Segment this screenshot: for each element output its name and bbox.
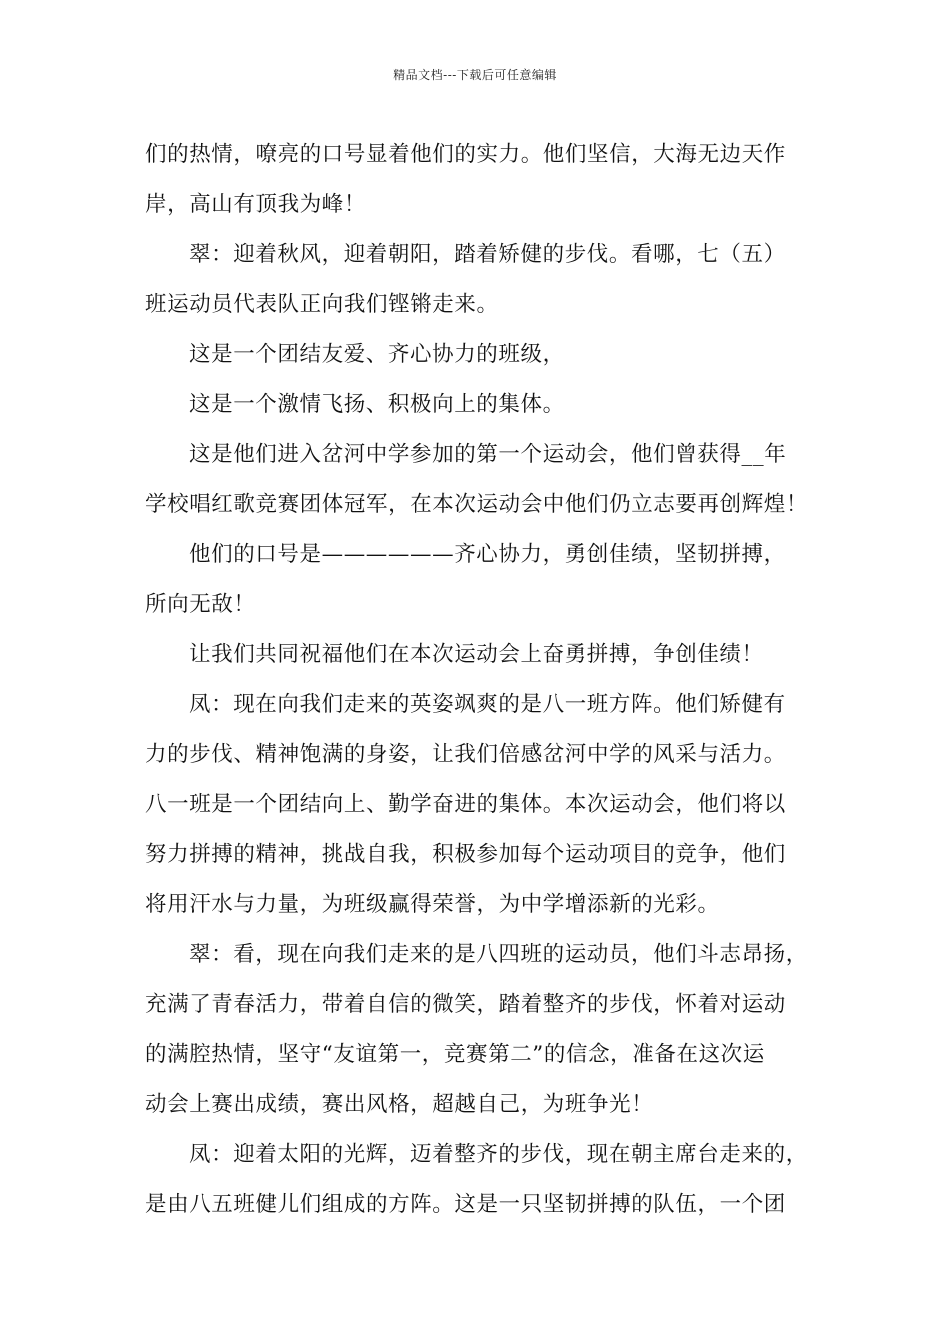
text-line: 这是一个激情飞扬、积极向上的集体。 xyxy=(189,392,565,417)
text-line: 凤：迎着太阳的光辉，迈着整齐的步伐，现在朝主席台走来的， xyxy=(189,1142,808,1167)
text-line: 八一班是一个团结向上、勤学奋进的集体。本次运动会，他们将以 xyxy=(145,792,786,817)
text-line: 凤：现在向我们走来的英姿飒爽的是八一班方阵。他们矫健有 xyxy=(189,692,786,717)
text-line: 将用汗水与力量，为班级赢得荣誉，为中学增添新的光彩。 xyxy=(145,892,720,917)
text-line: 是由八五班健儿们组成的方阵。这是一只坚韧拼搏的队伍，一个团 xyxy=(145,1192,786,1217)
text-line: 他们的口号是——————齐心协力，勇创佳绩，坚韧拼搏， xyxy=(189,542,786,567)
text-line: 翠：迎着秋风，迎着朝阳，踏着矫健的步伐。看哪，七（五） xyxy=(189,242,786,267)
text-line: 们的热情，嘹亮的口号显着他们的实力。他们坚信，大海无边天作 xyxy=(145,142,786,167)
text-line: 学校唱红歌竞赛团体冠军，在本次运动会中他们仍立志要再创辉煌！ xyxy=(145,492,809,517)
text-line: 的满腔热情，坚守“友谊第一，竞赛第二”的信念，准备在这次运 xyxy=(145,1042,765,1067)
text-line: 翠：看，现在向我们走来的是八四班的运动员，他们斗志昂扬， xyxy=(189,942,808,967)
text-line: 充满了青春活力，带着自信的微笑，踏着整齐的步伐，怀着对运动 xyxy=(145,992,786,1017)
document-body xyxy=(145,130,825,1230)
text-line: 动会上赛出成绩，赛出风格，超越自己，为班争光！ xyxy=(145,1092,654,1117)
page-header: 精品文档---下载后可任意编辑 xyxy=(393,68,557,82)
text-line: 努力拼搏的精神，挑战自我，积极参加每个运动项目的竞争，他们 xyxy=(145,842,786,867)
text-line: 班运动员代表队正向我们铿锵走来。 xyxy=(145,292,499,317)
text-line: 让我们共同祝福他们在本次运动会上奋勇拼搏，争创佳绩！ xyxy=(189,642,764,667)
text-line: 力的步伐、精神饱满的身姿，让我们倍感岔河中学的风采与活力。 xyxy=(145,742,786,767)
text-line: 岸，高山有顶我为峰！ xyxy=(145,192,367,217)
text-line: 这是他们进入岔河中学参加的第一个运动会，他们曾获得__年 xyxy=(189,442,787,467)
text-line: 所向无敌！ xyxy=(145,592,256,617)
text-line: 这是一个团结友爱、齐心协力的班级， xyxy=(189,342,565,367)
